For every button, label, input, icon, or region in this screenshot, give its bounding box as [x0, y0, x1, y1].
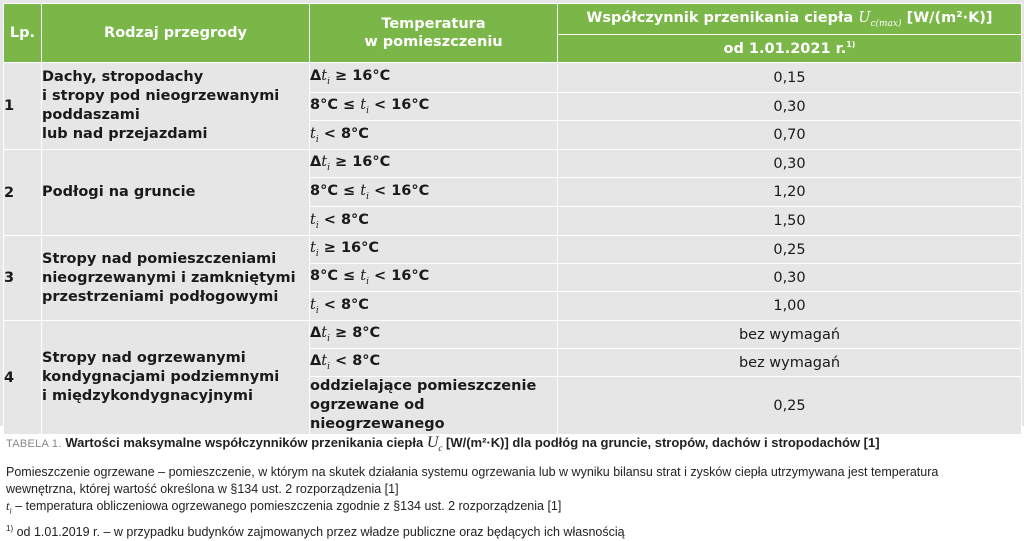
cell-temperatura: $\Delta t_i < 8^\circ C$	[310, 349, 558, 377]
cell-temperatura: $\Delta t_i \ge 8^\circ C$	[310, 321, 558, 349]
cell-value: 1,50	[558, 207, 1022, 236]
cell-rodzaj: Dachy, stropodachy i stropy pod nieogrzewanymi poddaszami lub nad przejazdami	[42, 63, 310, 150]
cell-temperatura: $\Delta t_i \ge 16^\circ C$	[310, 150, 558, 178]
table-caption	[6, 434, 1018, 453]
cell-lp: 4	[4, 321, 42, 435]
cell-value: 1,00	[558, 292, 1022, 321]
cell-value: 0,30	[558, 93, 1022, 121]
cell-value: bez wymagań	[558, 321, 1022, 349]
cell-temperatura: $8^\circ C \le t_i < 16^\circ C$	[310, 178, 558, 207]
table-row	[4, 236, 1022, 264]
cell-lp: 2	[4, 150, 42, 236]
table-row	[4, 63, 1022, 93]
cell-temperatura: $t_i < 8^\circ C$	[310, 292, 558, 321]
cell-value: 0,25	[558, 236, 1022, 264]
cell-value: 0,70	[558, 121, 1022, 150]
caption-symbol: $U_c$	[426, 434, 443, 454]
header-temperatura: Temperatura w pomieszczeniu	[310, 4, 558, 63]
table-row	[4, 150, 1022, 178]
cell-lp: 1	[4, 63, 42, 150]
caption-text-before: Wartości maksymalne współczynników przenikania ciepła	[65, 435, 424, 450]
table-body	[4, 63, 1022, 435]
header-wspolczynnik-label: Współczynnik przenikania ciepła	[586, 9, 854, 26]
cell-temperatura: $t_i < 8^\circ C$	[310, 121, 558, 150]
header-rodzaj: Rodzaj przegrody	[42, 4, 310, 63]
cell-rodzaj: Podłogi na gruncie	[42, 150, 310, 236]
note-ti: $t_i$ – temperatura obliczeniowa ogrzewanego pomieszczenia zgodnie z §134 ust. 2 rozporządzenia [1]	[6, 499, 562, 516]
cell-lp: 3	[4, 236, 42, 321]
header-uc-symbol: $U_{c(max)}$	[858, 9, 902, 29]
cell-rodzaj: Stropy nad ogrzewanymi kondygnacjami podziemnymi i międzykondygnacyjnymi	[42, 321, 310, 435]
note-definition-line2: wewnętrzna, której wartość określona w §134 ust. 2 rozporządzenia [1]	[6, 482, 399, 496]
cell-rodzaj: Stropy nad pomieszczeniami nieogrzewanymi i zamkniętymi przestrzeniami podłogowymi	[42, 236, 310, 321]
header-od-date: od 1.01.2021 r.$^{1)}$	[558, 35, 1022, 63]
caption-label: TABELA 1.	[6, 438, 62, 450]
cell-temperatura: oddzielające pomieszczenie ogrzewane od nieogrzewanego	[310, 377, 558, 435]
caption-text-after: [W/(m²·K)] dla podłóg na gruncie, stropów, dachów i stropodachów [1]	[446, 435, 880, 450]
cell-temperatura: $8^\circ C \le t_i < 16^\circ C$	[310, 93, 558, 121]
cell-value: 0,30	[558, 150, 1022, 178]
cell-value: bez wymagań	[558, 349, 1022, 377]
cell-temperatura: $t_i \ge 16^\circ C$	[310, 236, 558, 264]
footnotes	[6, 464, 1018, 541]
cell-value: 0,30	[558, 264, 1022, 292]
note-definition-line1: Pomieszczenie ogrzewane – pomieszczenie, w którym na skutek działania systemu ogrzewania lub w wyniku bilansu strat i zysków ciepła utrzymywana jest temperatura	[6, 465, 939, 479]
cell-value: 0,25	[558, 377, 1022, 435]
cell-temperatura: $\Delta t_i \ge 16^\circ C$	[310, 63, 558, 93]
u-coefficient-table	[3, 3, 1022, 435]
cell-value: 0,15	[558, 63, 1022, 93]
cell-temperatura: $8^\circ C \le t_i < 16^\circ C$	[310, 264, 558, 292]
note-1: $^{1)}$ od 1.01.2019 r. – w przypadku budynków zajmowanych przez władze publiczne oraz będących ich własnością	[6, 523, 625, 539]
header-wspolczynnik	[558, 4, 1022, 35]
table-row	[4, 321, 1022, 349]
cell-temperatura: $t_i < 8^\circ C$	[310, 207, 558, 236]
cell-value: 1,20	[558, 178, 1022, 207]
header-wspolczynnik-unit: [W/(m²·K)]	[906, 9, 993, 26]
header-lp: Lp.	[4, 4, 42, 63]
